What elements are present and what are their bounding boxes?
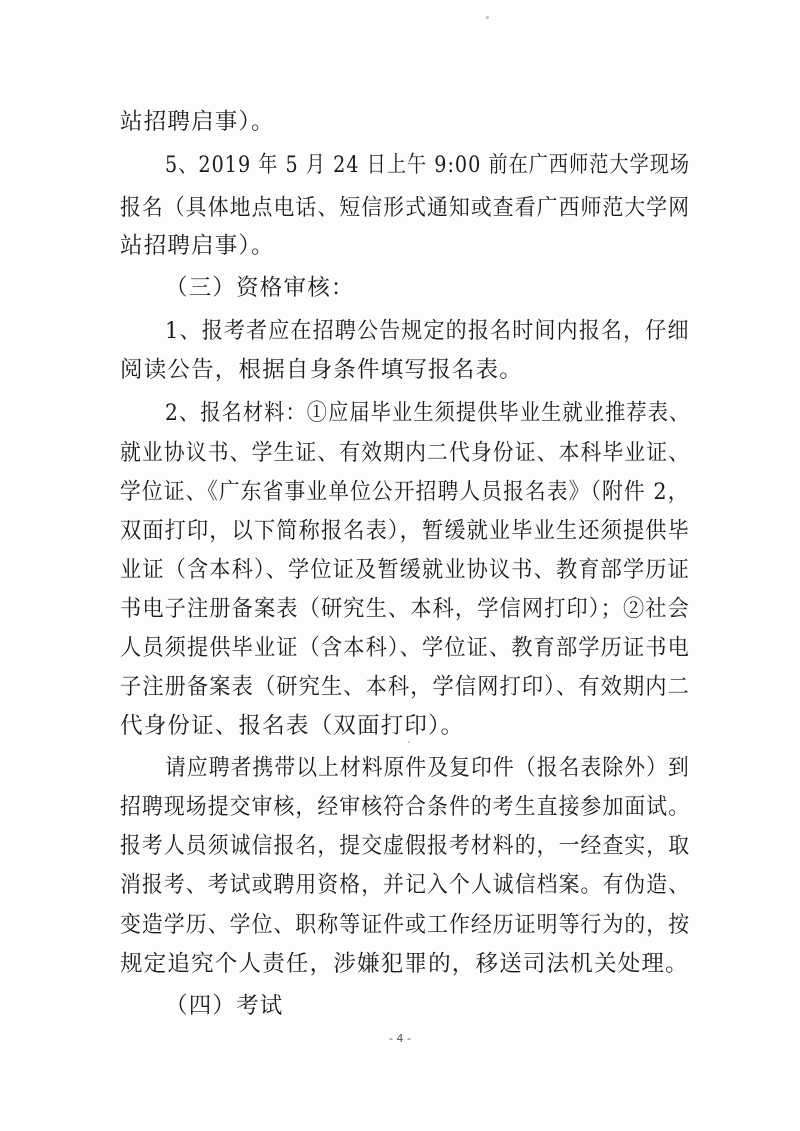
- text-line: 学位证、《广东省事业单位公开招聘人员报名表》（附件 2，: [120, 479, 690, 505]
- text-line: 2、报名材料：①应届毕业生须提供毕业生就业推荐表、: [165, 400, 691, 426]
- text-line: 招聘现场提交审核，经审核符合条件的考生直接参加面试。: [120, 794, 691, 820]
- text-line: 阅读公告，根据自身条件填写报名表。: [120, 357, 523, 383]
- text-line: 人员须提供毕业证（含本科）、学位证、教育部学历证书电: [120, 635, 690, 661]
- text-line: 报考人员须诚信报名，提交虚假报考材料的，一经查实，取: [120, 833, 691, 859]
- scan-speck: [408, 741, 410, 743]
- text-line: 代身份证、报名表（双面打印）。: [120, 713, 465, 739]
- text-line: 书电子注册备案表（研究生、本科，学信网打印）；②社会: [120, 596, 690, 622]
- text-line: 业证（含本科）、学位证及暂缓就业协议书、教育部学历证: [120, 557, 690, 583]
- scan-speck: [486, 16, 489, 19]
- section-heading: （四）考试: [165, 993, 284, 1019]
- text-line: 站招聘启事）。: [120, 109, 275, 135]
- text-line: 就业协议书、学生证、有效期内二代身份证、本科毕业证、: [120, 440, 691, 466]
- text-line: 规定追究个人责任，涉嫌犯罪的，移送司法机关处理。: [120, 951, 689, 977]
- text-line: 站招聘启事）。: [120, 233, 275, 259]
- page-number: - 4 -: [389, 1032, 411, 1045]
- text-line: 1、报考者应在招聘公告规定的报名时间内报名，仔细: [165, 318, 690, 344]
- text-line: 双面打印，以下简称报名表），暂缓就业毕业生还须提供毕: [120, 518, 690, 544]
- text-line: 报名（具体地点电话、短信形式通知或查看广西师范大学网: [120, 195, 691, 221]
- text-line: 变造学历、学位、职称等证件或工作经历证明等行为的，按: [120, 912, 691, 938]
- text-line: 请应聘者携带以上材料原件及复印件（报名表除外）到: [165, 755, 690, 781]
- text-line: 5、2019 年 5 月 24 日上午 9:00 前在广西师范大学现场: [165, 152, 691, 178]
- text-line: 消报考、考试或聘用资格，并记入个人诚信档案。有伪造、: [120, 872, 691, 898]
- section-heading: （三）资格审核：: [165, 275, 355, 301]
- text-line: 子注册备案表（研究生、本科，学信网打印）、有效期内二: [120, 674, 690, 700]
